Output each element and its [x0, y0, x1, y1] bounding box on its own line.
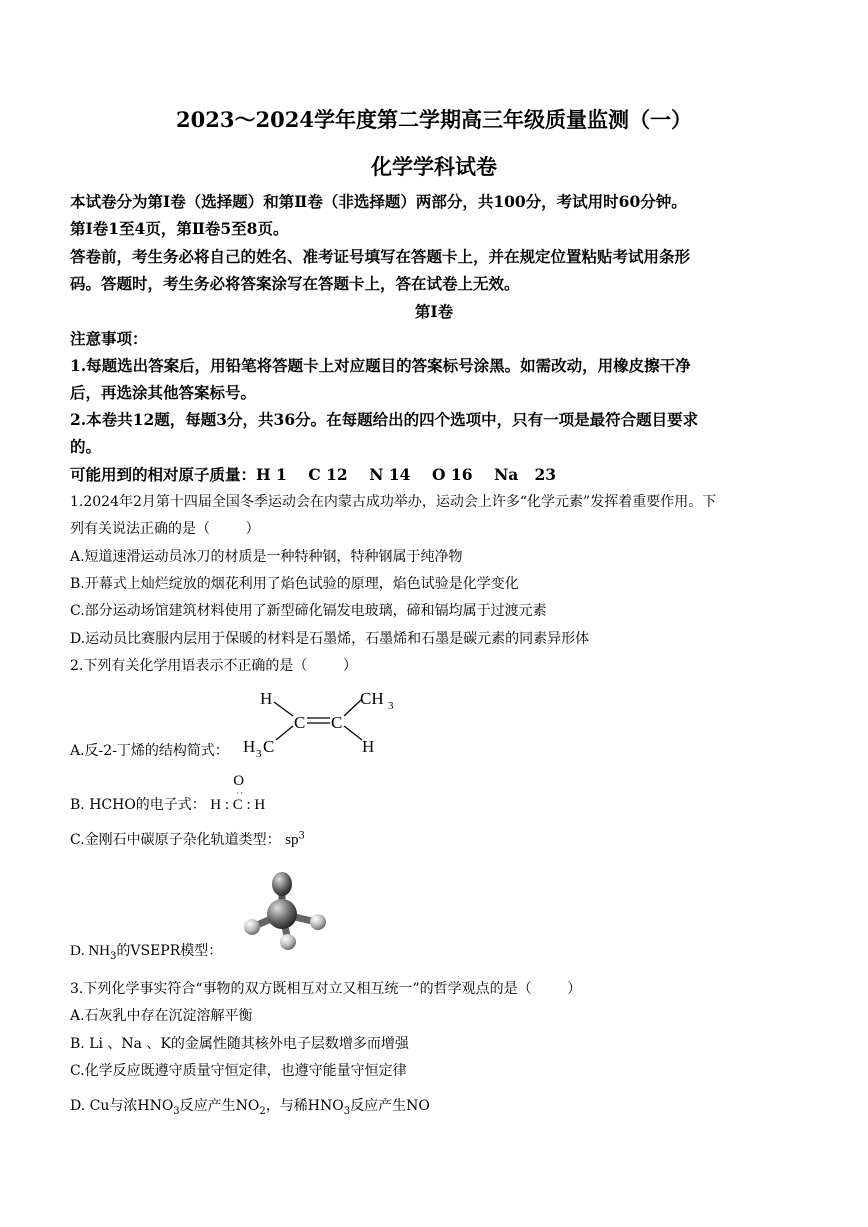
q3-d-sub1: 3	[173, 1105, 180, 1117]
q2-option-b-label: B. HCHO的电子式：	[70, 797, 206, 813]
struct-ch3-top-sub: 3	[388, 700, 394, 712]
q3-option-c: C.化学反应既遵守质量守恒定律，也遵守能量守恒定律	[70, 1063, 407, 1079]
q3-d-part-d: 反应产生NO	[350, 1098, 430, 1114]
q3-stem: 3.下列化学事实符合“事物的双方既相互对立又相互统一”的哲学观点的是（ ）	[70, 981, 582, 997]
q2-option-d-sub: 3	[110, 950, 117, 962]
q1-option-b: B.开幕式上灿烂绽放的烟花利用了焰色试验的原理，焰色试验是化学变化	[70, 576, 519, 592]
sp3-value: sp	[285, 832, 299, 848]
struct-h-top: H	[260, 689, 273, 708]
intro-line-4: 码。答题时，考生务必将答案涂写在答题卡上，答在试卷上无效。	[70, 274, 520, 293]
q2-option-a: A.反-2-丁烯的结构简式：	[70, 743, 229, 759]
struct-h3c-h: H	[243, 737, 256, 756]
q3-d-part-b: 反应产生NO	[179, 1098, 260, 1114]
struct-c2: C	[331, 713, 343, 732]
q2-option-d-label: 的VSEPR模型：	[116, 943, 223, 959]
q1-option-d: D.运动员比赛服内层用于保暖的材料是石墨烯，石墨烯和石墨是碳元素的同素异形体	[70, 631, 590, 647]
q3-d-part-a: D. Cu与浓HNO	[70, 1098, 174, 1114]
q3-option-a: A.石灰乳中存在沉淀溶解平衡	[70, 1008, 253, 1024]
struct-h3c-sub: 3	[256, 748, 262, 760]
hcho-electron-formula	[210, 773, 266, 814]
hcho-main: H : C : H	[210, 797, 266, 813]
exam-subtitle: 化学学科试卷	[371, 154, 497, 179]
q2-option-b-row	[70, 773, 790, 814]
q2-option-c-label: C.金刚石中碳原子杂化轨道类型：	[70, 832, 281, 848]
q3-d-sub3: 3	[343, 1105, 351, 1117]
struct-h3c-c: C	[263, 737, 275, 756]
q1-option-a: A.短道速滑运动员冰刀的材质是一种特种钢，特种钢属于纯净物	[70, 549, 463, 565]
section-heading: 第Ⅰ卷	[414, 302, 454, 321]
q3-option-d-row	[70, 1095, 790, 1117]
note-2b: 的。	[70, 437, 102, 456]
intro-line-3: 答卷前，考生务必将自己的姓名、准考证号填写在答题卡上，并在规定位置粘贴考试用条形	[70, 247, 691, 266]
q1-option-c: C.部分运动场馆建筑材料使用了新型碲化镉发电玻璃，碲和镉均属于过渡元素	[70, 603, 547, 619]
q3-d-sub2: 2	[259, 1105, 266, 1117]
q3-d-part-c: ，与稀HNO	[265, 1098, 344, 1114]
q2-stem: 2.下列有关化学用语表示不正确的是（ ）	[70, 658, 357, 674]
note-1a: 1.每题选出答案后，用铅笔将答题卡上对应题目的答案标号涂黑。如需改动，用橡皮擦干净	[70, 356, 691, 375]
struct-h-bottom: H	[362, 737, 375, 756]
intro-line-2: 第Ⅰ卷1至4页，第Ⅱ卷5至8页。	[70, 219, 289, 238]
trans-2-butene-structure	[238, 684, 408, 762]
q2-option-d-nh: D. NH	[70, 943, 110, 959]
note-1b: 后，再选涂其他答案标号。	[70, 383, 257, 402]
intro-line-1: 本试卷分为第Ⅰ卷（选择题）和第Ⅱ卷（非选择题）两部分，共100分，考试用时60分钟。	[70, 192, 687, 211]
atomic-masses: 可能用到的相对原子质量：H 1 C 12 N 14 O 16 Na 23	[70, 465, 557, 484]
exam-title: 2023～2024学年度第二学期高三年级质量监测（一）	[176, 107, 692, 132]
q1-stem-b: 列有关说法正确的是（ ）	[70, 521, 260, 537]
hcho-dots: ··	[236, 788, 245, 798]
q2-option-c-row	[70, 829, 790, 849]
q3-option-b: B. Li 、Na 、K的金属性随其核外电子层数增多而增强	[70, 1036, 409, 1052]
q1-stem-a: 1.2024年2月第十四届全国冬季运动会在内蒙古成功举办，运动会上许多“化学元素”发挥着重要作用。下	[70, 494, 717, 510]
q2-option-d-row	[70, 940, 790, 962]
note-2a: 2.本卷共12题，每题3分，共36分。在每题给出的四个选项中，只有一项是最符合题目要求	[70, 410, 699, 429]
struct-c1: C	[294, 713, 306, 732]
sp3-sup: 3	[298, 830, 305, 842]
notes-heading: 注意事项：	[70, 329, 148, 348]
struct-ch3-top: CH	[360, 689, 384, 708]
hcho-oxygen: O	[233, 773, 245, 789]
